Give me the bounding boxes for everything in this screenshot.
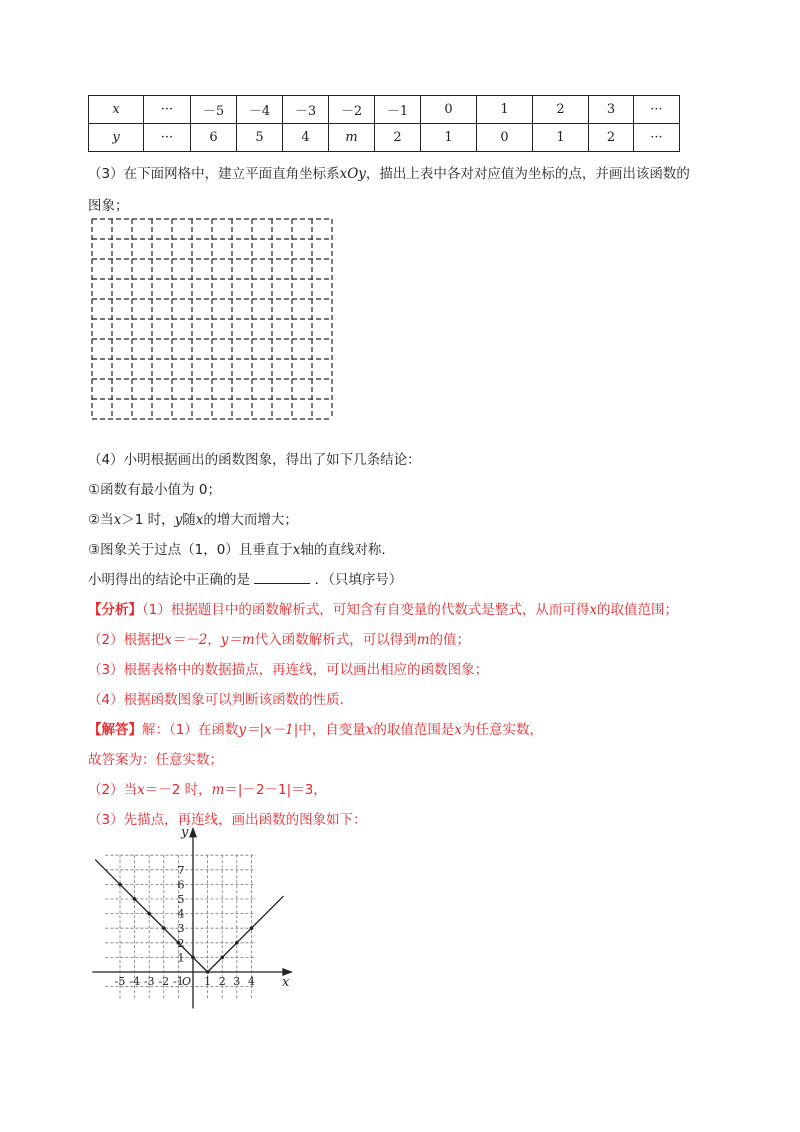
x-tick-label: -4 <box>129 975 140 988</box>
y-tick-label: 1 <box>177 951 185 965</box>
data-point <box>133 897 137 901</box>
data-point <box>220 956 224 960</box>
solution-s3: （3）先描点，再连线，画出函数的图象如下： <box>88 812 367 828</box>
analysis-tag: 【分析】 <box>88 602 142 618</box>
table-cell: －3 <box>283 96 329 124</box>
table-cell: －5 <box>191 96 237 124</box>
table-cell: ··· <box>634 124 680 152</box>
y-tick-label: 7 <box>177 863 185 877</box>
y-axis-arrow <box>190 829 196 837</box>
table-cell: 2 <box>533 96 589 124</box>
table-cell: 3 <box>589 96 634 124</box>
x-tick-label: -2 <box>158 975 170 988</box>
conclusion-1: ①函数有最小值为 0； <box>88 482 221 498</box>
c2-x2: x <box>195 512 204 528</box>
data-point <box>118 883 122 887</box>
q3-text-a: （3）在下面网格中，建立平面直角坐标系 <box>88 166 340 182</box>
conclusion-3 <box>88 538 386 558</box>
table-cell: ··· <box>144 96 191 124</box>
ask-b: ．（只填序号） <box>314 572 403 588</box>
c2-d: 的增大而增大； <box>203 512 298 528</box>
value-table <box>88 95 680 152</box>
c2-a: ②当 <box>88 512 114 528</box>
analysis-p1-a: （1）根据题目中的函数解析式，可知含有自变量的代数式是整式，从而可得 <box>142 602 590 618</box>
q3-text-b: ，描出上表中各对对应值为坐标的点，并画出该函数的 <box>365 166 690 182</box>
y-tick-label: 6 <box>177 878 185 892</box>
solution-s1-x2: x <box>454 722 463 738</box>
table-cell: 1 <box>533 124 589 152</box>
table-cell: 6 <box>191 124 237 152</box>
table-header-cell: y <box>89 124 144 152</box>
y-tick-label: 4 <box>177 907 185 921</box>
table-cell: m <box>329 124 375 152</box>
x-tick-label: -5 <box>114 975 126 988</box>
c3-x: x <box>292 542 301 558</box>
analysis-p2-b: 代入函数解析式，可以得到 <box>254 632 417 648</box>
y-axis-label: y <box>181 826 189 841</box>
x-tick-label: -1 <box>173 975 184 988</box>
solution-s1-fn: y＝|x－1| <box>238 722 299 738</box>
q4-ask <box>88 568 402 588</box>
solution-s2-x: x <box>137 782 145 798</box>
x-tick-label: 2 <box>218 975 226 988</box>
q3-text <box>88 162 690 182</box>
table-cell: ··· <box>144 124 191 152</box>
table-cell: 0 <box>477 124 533 152</box>
c3-a: ③图象关于过点（1，0）且垂直于 <box>88 542 293 558</box>
solution-s1-a: 解：（1）在函数 <box>142 722 239 738</box>
table-row <box>89 96 680 124</box>
solution-s1-b: 中，自变量 <box>298 722 366 738</box>
x-tick-label: 1 <box>204 975 212 988</box>
analysis-p1-b: 的取值范围； <box>596 602 678 618</box>
analysis-p2-eq2: y＝m <box>220 632 255 648</box>
function-graph <box>88 826 303 1016</box>
c2-c: 随 <box>182 512 196 528</box>
function-line-right <box>208 896 284 972</box>
x-axis-label: x <box>282 975 290 990</box>
data-point <box>191 956 195 960</box>
solution-s2-c: ＝|－2－1|＝3， <box>224 782 327 798</box>
table-header-cell: x <box>89 96 144 124</box>
table-cell: －1 <box>375 96 421 124</box>
solution-tag: 【解答】 <box>88 722 142 738</box>
solution-s2 <box>88 778 327 798</box>
ask-a: 小明得出的结论中正确的是 <box>88 572 250 588</box>
blank-grid <box>88 215 338 425</box>
solution-s1-d: 为任意实数， <box>462 722 544 738</box>
data-point <box>250 926 254 930</box>
y-tick-label: 3 <box>177 922 185 936</box>
analysis-p2-a: （2）根据把 <box>88 632 165 648</box>
y-tick-label: 5 <box>177 893 185 906</box>
y-tick-label: 2 <box>177 936 185 950</box>
analysis-p1 <box>88 598 678 618</box>
table-cell: ··· <box>634 96 680 124</box>
data-point <box>147 912 151 916</box>
analysis-p3: （3）根据表格中的数据描点，再连线，可以画出相应的函数图象； <box>88 662 489 678</box>
solution-s2-b: ＝－2 时， <box>144 782 212 798</box>
table-cell: 2 <box>375 124 421 152</box>
c3-b: 轴的直线对称. <box>300 542 386 558</box>
table-cell: 1 <box>477 96 533 124</box>
table-cell: －4 <box>237 96 283 124</box>
conclusion-2 <box>88 508 298 528</box>
data-point <box>162 926 166 930</box>
analysis-p2-eq1: x＝－2， <box>164 632 221 648</box>
x-tick-label: 3 <box>233 975 241 988</box>
c2-y: y <box>174 512 183 528</box>
analysis-p2-m: m <box>416 632 430 648</box>
table-cell: 1 <box>421 124 477 152</box>
solution-s1 <box>88 718 543 738</box>
table-cell: 5 <box>237 124 283 152</box>
solution-s2-a: （2）当 <box>88 782 138 798</box>
origin-label: O <box>181 975 191 988</box>
table-cell: 4 <box>283 124 329 152</box>
data-point <box>206 970 210 974</box>
x-tick-label: -3 <box>143 975 155 988</box>
answer-blank[interactable] <box>254 570 310 584</box>
solution-s2-m: m <box>211 782 225 798</box>
table-cell: 2 <box>589 124 634 152</box>
table-row <box>89 124 680 152</box>
analysis-p4: （4）根据函数图象可以判断该函数的性质. <box>88 692 344 708</box>
data-point <box>235 941 239 945</box>
analysis-p2 <box>88 628 470 648</box>
solution-s1-x: x <box>365 722 374 738</box>
q3-var: xOy <box>339 166 366 182</box>
q4-intro: （4）小明根据画出的函数图象，得出了如下几条结论： <box>88 452 421 468</box>
solution-answer-1: 故答案为：任意实数； <box>88 752 223 768</box>
solution-s1-c: 的取值范围是 <box>373 722 455 738</box>
analysis-p1-x: x <box>589 602 597 618</box>
table-cell: －2 <box>329 96 375 124</box>
analysis-p2-c: 的值； <box>429 632 471 648</box>
x-tick-label: 4 <box>247 975 255 988</box>
c2-b: ＞1 时， <box>121 512 175 528</box>
table-cell: 0 <box>421 96 477 124</box>
function-line-left <box>95 860 207 972</box>
q3-text-line2: 图象； <box>88 198 129 214</box>
c2-x: x <box>113 512 122 528</box>
